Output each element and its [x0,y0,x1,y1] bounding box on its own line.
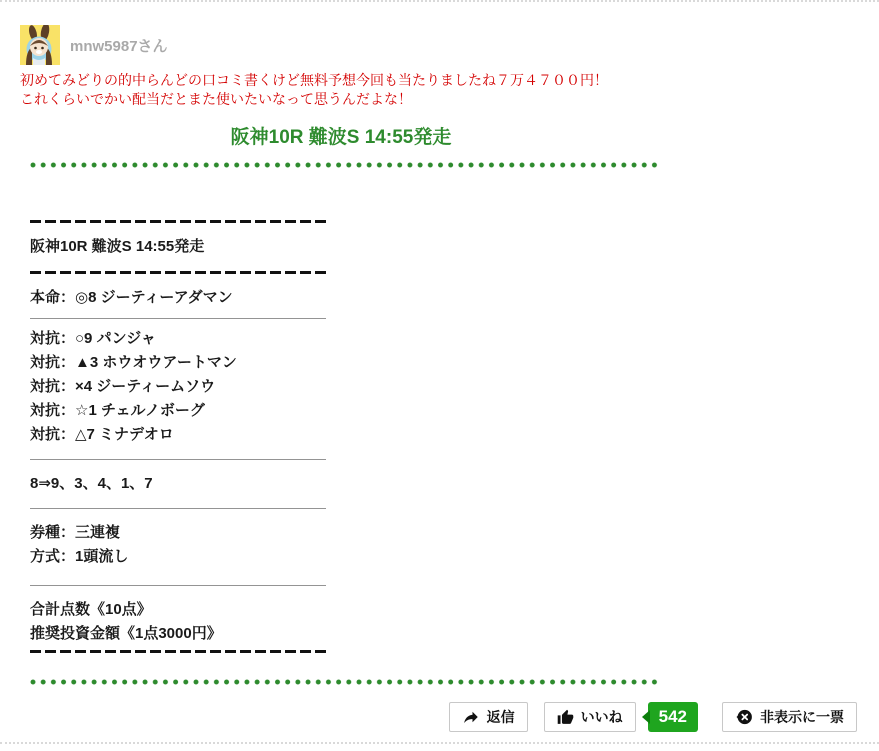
reply-button-label: 返信 [486,709,515,725]
comment-line-1: 初めてみどりの的中らんどの口コミ書くけど無料予想今回も当たりましたね７万４７００円！ [20,72,608,88]
tip-houshiki: 方式：1頭流し [30,548,129,565]
like-button-label: いいね [580,709,623,725]
green-dotted-divider-bottom [30,679,660,685]
thin-divider-2 [30,459,326,460]
hide-button-label: 非表示に一票 [760,709,844,725]
comment-text [20,71,857,109]
tip-honmei: 本命：◎8 ジーティーアダマン [30,289,233,306]
tip-taikou-3: 対抗：×4 ジーティームソウ [30,378,216,395]
like-count-badge [648,702,698,732]
thin-divider-1 [30,318,326,319]
thumbs-up-icon [557,709,574,726]
comment-header [20,2,857,65]
tip-taikou-1: 対抗：○9 パンジャ [30,330,156,347]
like-count: 542 [658,707,687,726]
tip-body [30,220,326,653]
action-bar [20,702,857,732]
tip-total-points: 合計点数《10点》 [30,601,152,618]
dash-divider-2 [30,271,326,274]
tip-taikou-4: 対抗：☆1 チェルノボーグ [30,402,205,419]
block-x-icon [735,708,753,726]
tip-taikou-5: 対抗：△7 ミナデオロ [30,426,174,443]
tip-investment: 推奨投資金額《1点3000円》 [30,625,222,642]
avatar[interactable] [20,25,60,65]
tip-taikou-2: 対抗：▲3 ホウオウアートマン [30,354,237,371]
like-button[interactable] [544,702,636,732]
tip-taikou-list [30,327,326,447]
tip-kenshu: 券種：三連複 [30,524,121,541]
race-heading: 阪神10R 難波S 14:55発走 [230,127,452,148]
tip-nagashi: 8⇒9、3、4、1、7 [30,475,153,492]
thin-divider-3 [30,508,326,509]
green-dotted-divider-top [30,162,660,168]
comment-line-2: これくらいでかい配当だとまた使いたいなって思うんだよな！ [20,91,412,107]
thin-divider-4 [30,585,326,586]
dash-divider-1 [30,220,326,223]
reply-button[interactable] [449,702,528,732]
hide-button[interactable] [722,702,857,732]
reply-arrow-icon [462,708,480,726]
avatar-character-image [20,25,60,65]
dash-divider-3 [30,650,326,653]
username: mnw5987さん [70,37,168,55]
tip-race-title: 阪神10R 難波S 14:55発走 [30,238,205,255]
